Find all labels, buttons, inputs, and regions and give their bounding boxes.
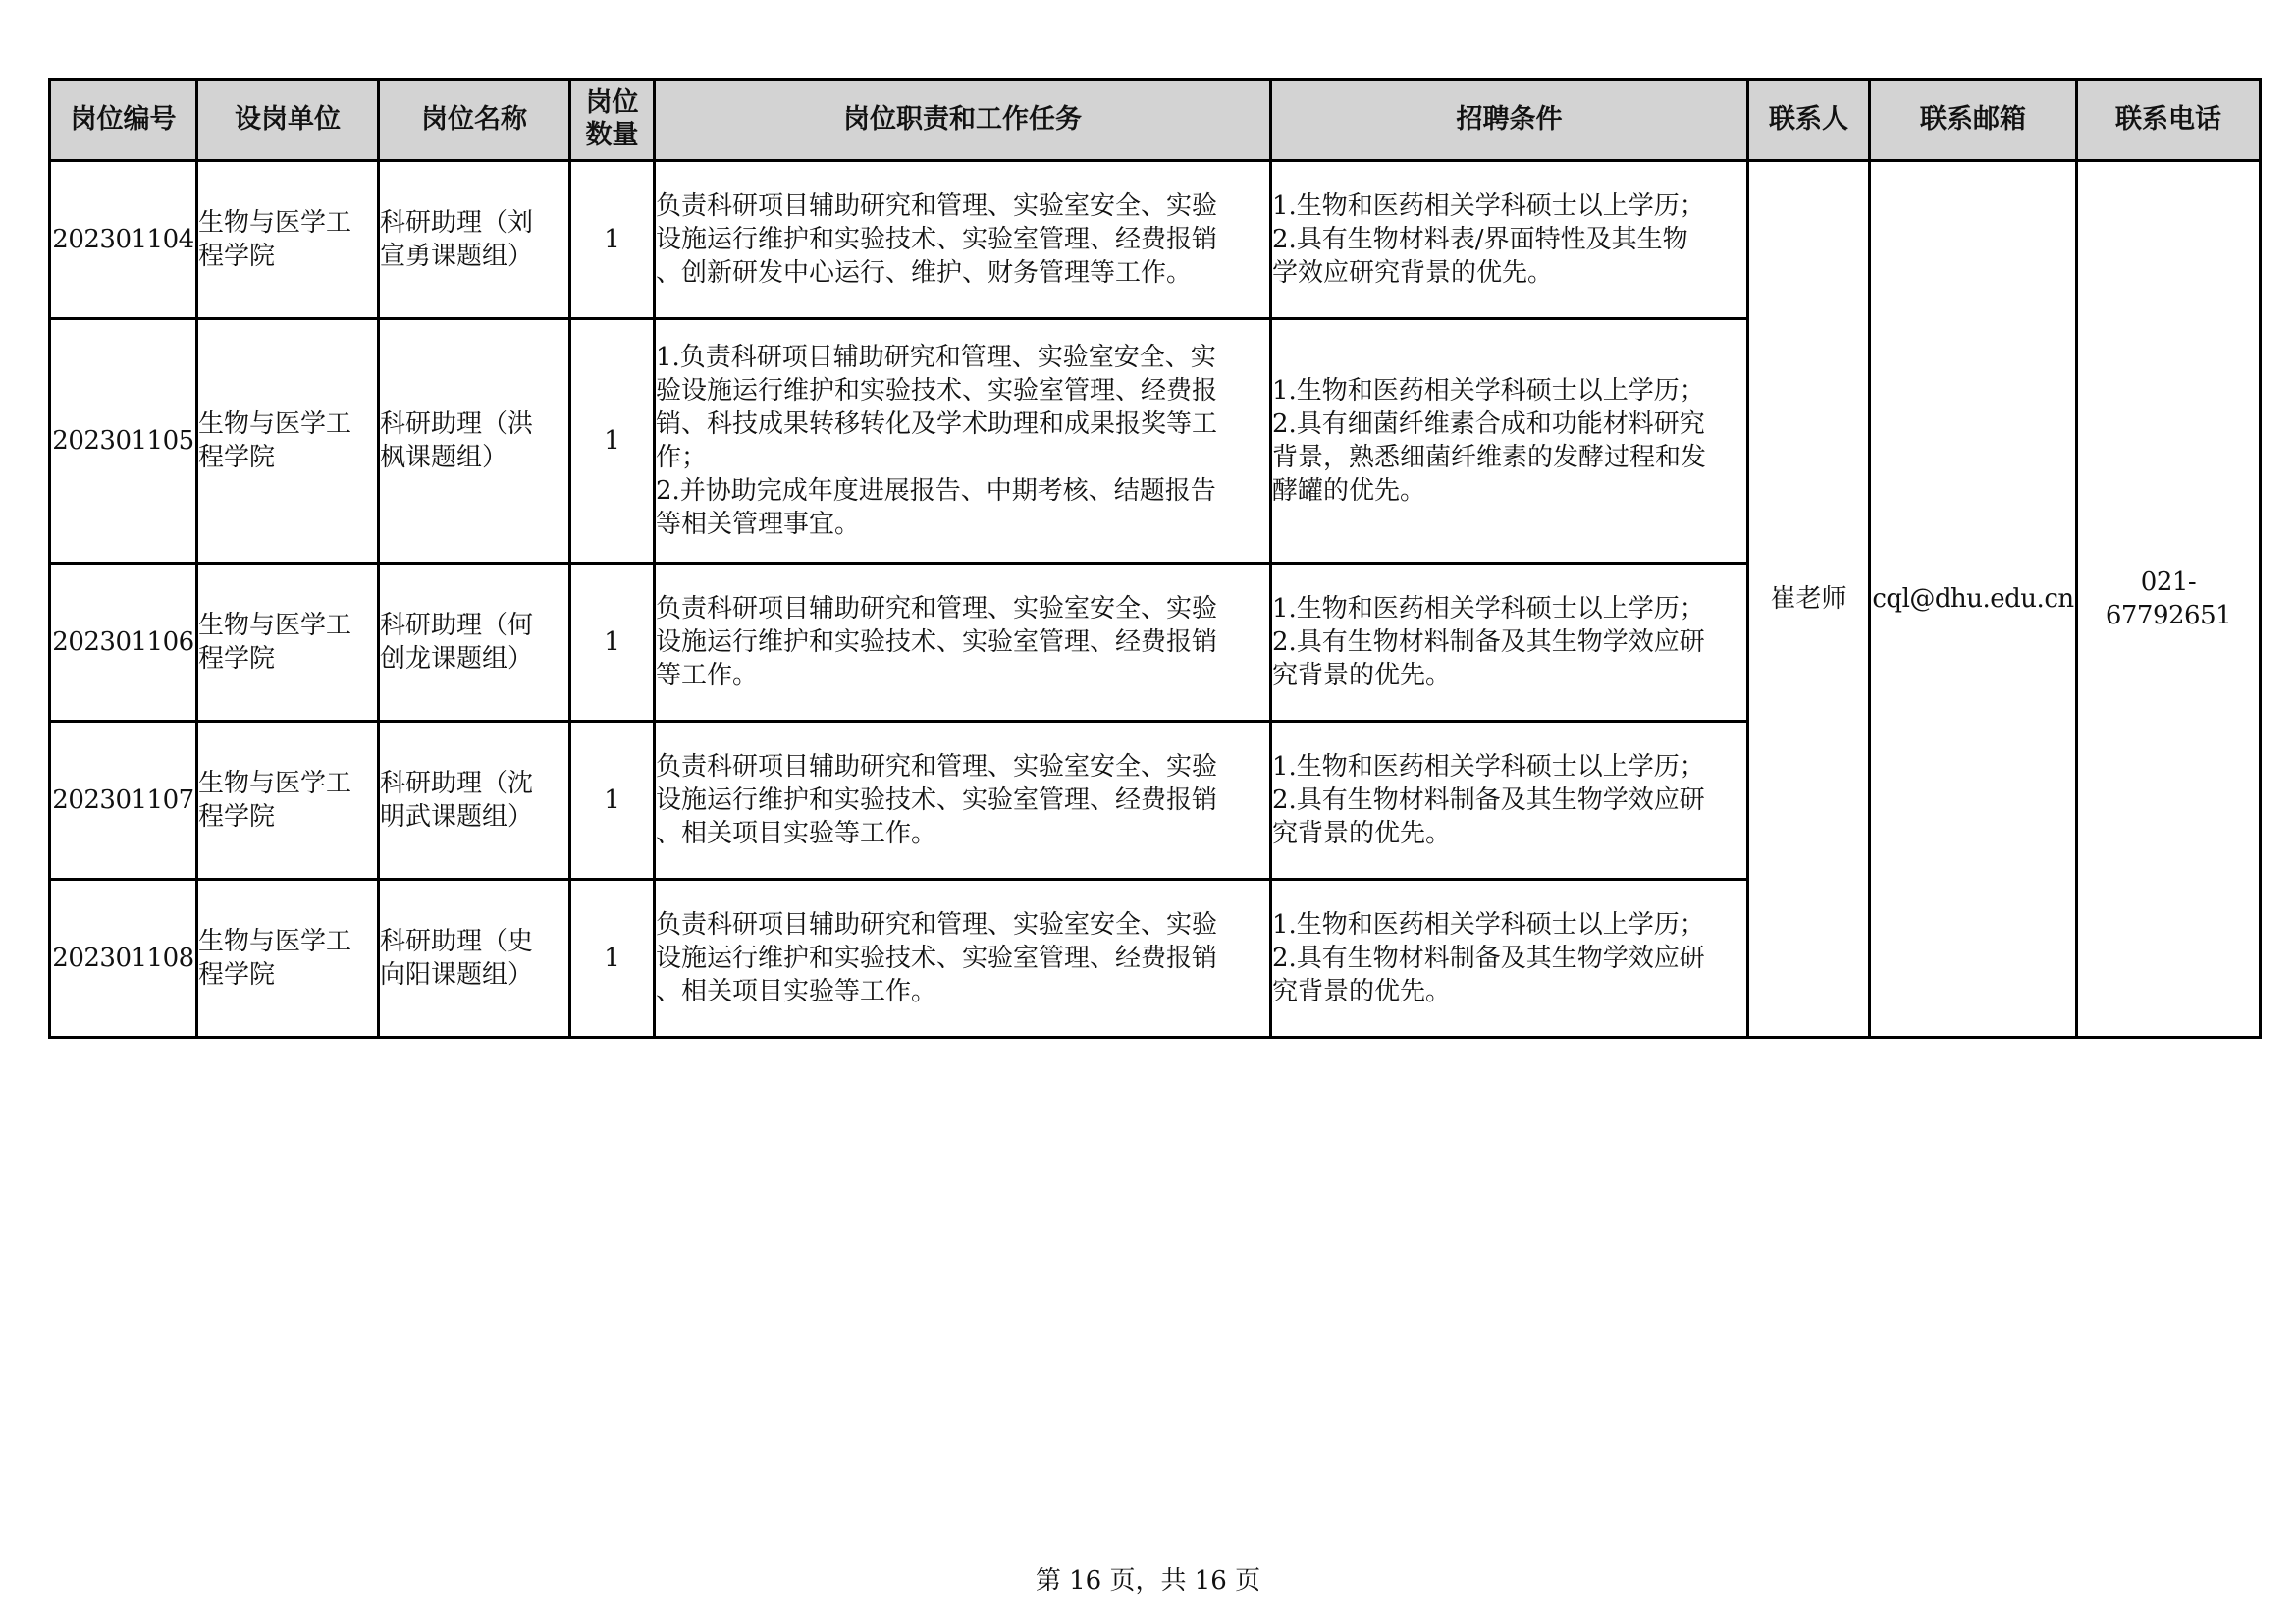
cell-req-line: 1.生物和医药相关学科硕士以上学历； — [1272, 191, 1705, 221]
cell-phone: 021-67792651 — [2077, 161, 2261, 1038]
cell-req-line: 2.具有生物材料制备及其生物学效应研 — [1272, 785, 1705, 815]
cell-unit-line: 程学院 — [198, 443, 276, 472]
cell-req — [1271, 722, 1748, 880]
cell-duty-line: 设施运行维护和实验技术、实验室管理、经费报销 — [656, 944, 1218, 973]
cell-name-line: 向阳课题组） — [380, 960, 534, 990]
cell-code: 202301106 — [50, 564, 197, 722]
cell-req-line: 2.具有生物材料制备及其生物学效应研 — [1272, 944, 1705, 973]
cell-req-line: 1.生物和医药相关学科硕士以上学历； — [1272, 376, 1705, 406]
header-contact: 联系人 — [1748, 80, 1870, 161]
cell-name-line: 科研助理（洪 — [380, 409, 534, 439]
cell-email[interactable]: cql@dhu.edu.cn — [1870, 161, 2077, 1038]
cell-name — [379, 564, 570, 722]
header-qty — [570, 80, 655, 161]
cell-unit-line: 生物与医学工 — [198, 611, 352, 640]
cell-duty-line: 作； — [656, 443, 708, 472]
cell-name-line: 宣勇课题组） — [380, 242, 534, 271]
cell-duty — [655, 319, 1271, 564]
header-email: 联系邮箱 — [1870, 80, 2077, 161]
cell-unit — [197, 722, 379, 880]
page-number-footer: 第 16 页，共 16 页 — [1035, 1566, 1261, 1596]
table-header-row — [50, 80, 2261, 161]
cell-duty-line: 负责科研项目辅助研究和管理、实验室安全、实验 — [656, 910, 1218, 940]
cell-contact: 崔老师 — [1748, 161, 1870, 1038]
header-req: 招聘条件 — [1271, 80, 1748, 161]
cell-code: 202301107 — [50, 722, 197, 880]
cell-duty-line: 销、科技成果转移转化及学术助理和成果报奖等工 — [656, 409, 1218, 439]
cell-req — [1271, 161, 1748, 319]
cell-duty-line: 等相关管理事宜。 — [656, 510, 861, 539]
cell-req — [1271, 319, 1748, 564]
cell-req — [1271, 564, 1748, 722]
cell-req-line: 究背景的优先。 — [1272, 977, 1452, 1006]
cell-duty-line: 、相关项目实验等工作。 — [656, 977, 937, 1006]
cell-code: 202301108 — [50, 880, 197, 1038]
cell-name-line: 创龙课题组） — [380, 644, 534, 674]
cell-name — [379, 722, 570, 880]
cell-duty-line: 1.负责科研项目辅助研究和管理、实验室安全、实 — [656, 343, 1216, 372]
table-row — [50, 161, 2261, 319]
cell-name-line: 科研助理（史 — [380, 927, 534, 956]
header-name: 岗位名称 — [379, 80, 570, 161]
cell-duty-line: 、相关项目实验等工作。 — [656, 819, 937, 848]
cell-name-line: 科研助理（刘 — [380, 208, 534, 238]
cell-name — [379, 319, 570, 564]
cell-unit-line: 生物与医学工 — [198, 769, 352, 798]
cell-req — [1271, 880, 1748, 1038]
cell-req-line: 究背景的优先。 — [1272, 819, 1452, 848]
job-positions-table — [48, 78, 2262, 1039]
cell-req-line: 学效应研究背景的优先。 — [1272, 258, 1554, 288]
cell-duty-line: 负责科研项目辅助研究和管理、实验室安全、实验 — [656, 752, 1218, 782]
header-qty-line1: 岗位 — [585, 87, 639, 119]
cell-unit-line: 程学院 — [198, 960, 276, 990]
cell-unit — [197, 564, 379, 722]
cell-name-line: 明武课题组） — [380, 802, 534, 832]
cell-qty: 1 — [570, 161, 655, 319]
cell-duty — [655, 722, 1271, 880]
cell-duty — [655, 161, 1271, 319]
cell-unit — [197, 319, 379, 564]
header-unit: 设岗单位 — [197, 80, 379, 161]
cell-req-line: 2.具有生物材料表/界面特性及其生物 — [1272, 225, 1688, 254]
header-code: 岗位编号 — [50, 80, 197, 161]
cell-name — [379, 880, 570, 1038]
cell-req-line: 酵罐的优先。 — [1272, 476, 1426, 506]
cell-duty-line: 设施运行维护和实验技术、实验室管理、经费报销 — [656, 785, 1218, 815]
cell-duty-line: 等工作。 — [656, 661, 759, 690]
cell-req-line: 1.生物和医药相关学科硕士以上学历； — [1272, 910, 1705, 940]
header-duty: 岗位职责和工作任务 — [655, 80, 1271, 161]
cell-name-line: 科研助理（何 — [380, 611, 534, 640]
cell-req-line: 1.生物和医药相关学科硕士以上学历； — [1272, 752, 1705, 782]
cell-code: 202301104 — [50, 161, 197, 319]
cell-unit — [197, 880, 379, 1038]
cell-unit-line: 生物与医学工 — [198, 208, 352, 238]
cell-unit-line: 程学院 — [198, 242, 276, 271]
header-phone: 联系电话 — [2077, 80, 2261, 161]
cell-unit-line: 生物与医学工 — [198, 927, 352, 956]
cell-duty-line: 验设施运行维护和实验技术、实验室管理、经费报 — [656, 376, 1218, 406]
cell-duty-line: 2.并协助完成年度进展报告、中期考核、结题报告 — [656, 476, 1216, 506]
cell-name — [379, 161, 570, 319]
cell-name-line: 科研助理（沈 — [380, 769, 534, 798]
header-qty-line2: 数量 — [585, 120, 639, 150]
cell-req-line: 1.生物和医药相关学科硕士以上学历； — [1272, 594, 1705, 623]
cell-code: 202301105 — [50, 319, 197, 564]
cell-name-line: 枫课题组） — [380, 443, 508, 472]
cell-qty: 1 — [570, 722, 655, 880]
cell-duty — [655, 880, 1271, 1038]
cell-unit-line: 生物与医学工 — [198, 409, 352, 439]
cell-qty: 1 — [570, 880, 655, 1038]
cell-unit — [197, 161, 379, 319]
cell-req-line: 究背景的优先。 — [1272, 661, 1452, 690]
cell-duty-line: 设施运行维护和实验技术、实验室管理、经费报销 — [656, 627, 1218, 657]
cell-duty-line: 、创新研发中心运行、维护、财务管理等工作。 — [656, 258, 1193, 288]
cell-unit-line: 程学院 — [198, 644, 276, 674]
cell-duty-line: 负责科研项目辅助研究和管理、实验室安全、实验 — [656, 191, 1218, 221]
cell-qty: 1 — [570, 319, 655, 564]
cell-duty-line: 设施运行维护和实验技术、实验室管理、经费报销 — [656, 225, 1218, 254]
cell-req-line: 背景，熟悉细菌纤维素的发酵过程和发 — [1272, 443, 1707, 472]
cell-duty-line: 负责科研项目辅助研究和管理、实验室安全、实验 — [656, 594, 1218, 623]
cell-req-line: 2.具有生物材料制备及其生物学效应研 — [1272, 627, 1705, 657]
cell-qty: 1 — [570, 564, 655, 722]
cell-req-line: 2.具有细菌纤维素合成和功能材料研究 — [1272, 409, 1705, 439]
cell-duty — [655, 564, 1271, 722]
cell-unit-line: 程学院 — [198, 802, 276, 832]
